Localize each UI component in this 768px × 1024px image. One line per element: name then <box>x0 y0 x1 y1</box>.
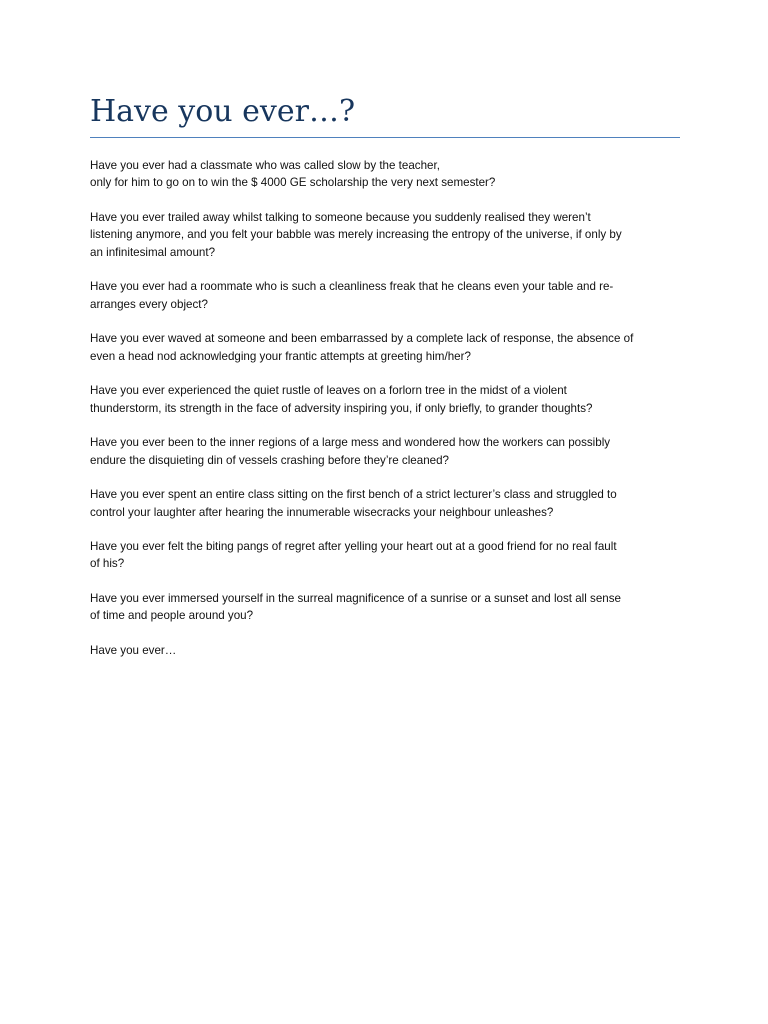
paragraph-line: Have you ever spent an entire class sitting on the first bench of a strict lecturer’s class and struggled to <box>90 488 617 502</box>
paragraph-line: Have you ever experienced the quiet rustle of leaves on a forlorn tree in the midst of a violent <box>90 384 567 398</box>
paragraph-line: of time and people around you? <box>90 609 254 623</box>
paragraph-line: Have you ever… <box>90 644 177 658</box>
document-body <box>90 157 682 677</box>
paragraph-line: even a head nod acknowledging your frantic attempts at greeting him/her? <box>90 349 471 363</box>
paragraph-line: Have you ever felt the biting pangs of regret after yelling your heart out at a good friend for no real fault <box>90 540 617 554</box>
paragraph-7 <box>90 486 682 521</box>
paragraph-6 <box>90 434 682 469</box>
paragraph-10 <box>90 642 682 659</box>
paragraph-line: arranges every object? <box>90 297 208 311</box>
paragraph-line: thunderstorm, its strength in the face of adversity inspiring you, if only briefly, to grander thoughts? <box>90 401 593 415</box>
paragraph-8 <box>90 538 682 573</box>
paragraph-line: Have you ever had a classmate who was called slow by the teacher, <box>90 159 440 172</box>
paragraph-line: endure the disquieting din of vessels crashing before they’re cleaned? <box>90 453 449 467</box>
paragraph-line: an infinitesimal amount? <box>90 245 216 259</box>
paragraph-line: control your laughter after hearing the innumerable wisecracks your neighbour unleashes? <box>90 505 554 519</box>
paragraph-line: Have you ever immersed yourself in the surreal magnificence of a sunrise or a sunset and lost all sense <box>90 592 621 606</box>
paragraph-line: Have you ever been to the inner regions of a large mess and wondered how the workers can possibly <box>90 436 611 450</box>
paragraph-line: of his? <box>90 557 125 571</box>
paragraph-line: Have you ever trailed away whilst talking to someone because you suddenly realised they weren’t <box>90 210 591 224</box>
paragraph-line: only for him to go on to win the $ 4000 GE scholarship the very next semester? <box>90 176 496 190</box>
paragraph-4 <box>90 330 682 365</box>
paragraph-3 <box>90 278 682 313</box>
paragraph-line: Have you ever had a roommate who is such a cleanliness freak that he cleans even your table and re- <box>90 280 614 294</box>
paragraph-line: Have you ever waved at someone and been embarrassed by a complete lack of response, the absence of <box>90 332 634 346</box>
paragraph-9 <box>90 590 682 625</box>
paragraph-line: listening anymore, and you felt your babble was merely increasing the entropy of the universe, if only by <box>90 228 622 242</box>
page-title: Have you ever…? <box>90 94 356 129</box>
paragraph-2 <box>90 209 682 261</box>
paragraph-5 <box>90 382 682 417</box>
paragraph-1 <box>90 157 682 192</box>
title-underline <box>90 137 680 138</box>
